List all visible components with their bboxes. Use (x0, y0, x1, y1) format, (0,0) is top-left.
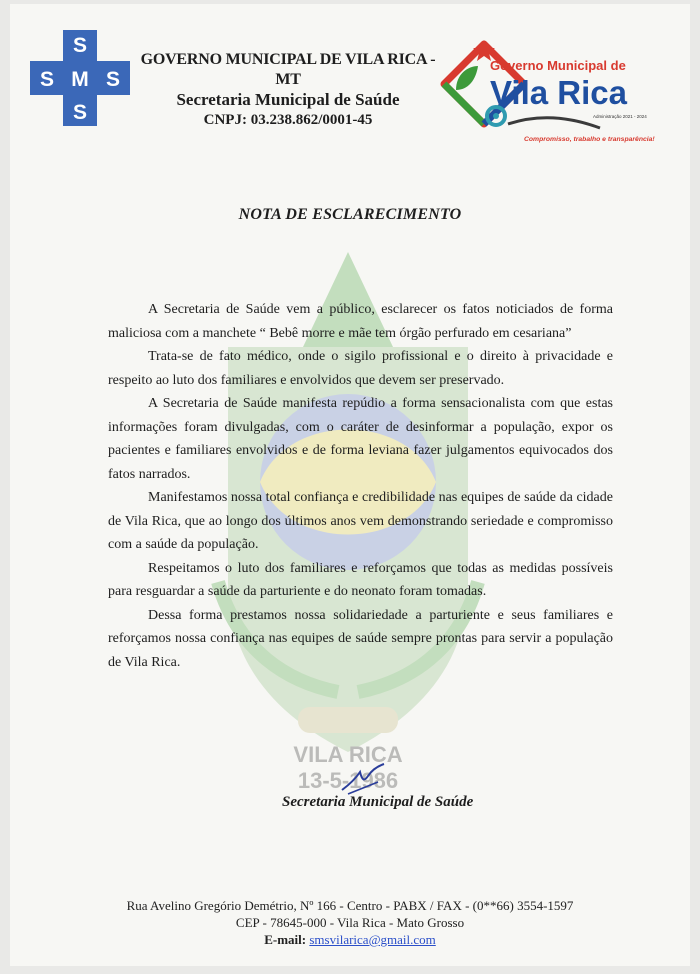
government-line: GOVERNO MUNICIPAL DE VILA RICA - MT (140, 51, 436, 88)
paragraph: Respeitamos o luto dos familiares e reforçamos que todas as medidas possíveis para resguardar a saúde da parturiente e do neonato foram tomadas. (108, 560, 613, 599)
paragraph: Trata-se de fato médico, onde o sigilo profissional e o direito à privacidade e respeito ao luto dos familiares e envolvidos que devem ser preservado. (108, 349, 613, 388)
signature-line: Secretaria Municipal de Saúde (282, 794, 474, 810)
footer-cep: CEP - 78645-000 - Vila Rica - Mato Grosso (235, 915, 465, 930)
handwritten-signature (338, 760, 386, 798)
watermark-date: 13-5-1986 (297, 768, 399, 793)
logo-top-text: Governo Municipal de (490, 58, 626, 73)
email-link[interactable]: smsvilarica@gmail.com (309, 932, 436, 947)
document-body (108, 298, 613, 674)
document-page (10, 4, 690, 966)
sms-letter: M (71, 68, 89, 91)
paragraph: A Secretaria de Saúde manifesta repúdio a forma sensacionalista com que estas informações foram divulgadas, com o caráter de desinformar a população, expor os pacientes e familiares envolvidos e de forma leviana fazer julgamentos equivocados dos fatos narrados. (108, 396, 613, 482)
letterhead (128, 50, 448, 130)
footer-address: Rua Avelino Gregório Demétrio, Nº 166 - Centro - PABX / FAX - (0**66) 3554-1597 (126, 898, 574, 913)
paragraph: Dessa forma prestamos nossa solidariedade a parturiente e seus familiares e reforçamos nossa confiança nas equipes de saúde sempre prontas para servir a população de Vila Rica. (108, 607, 613, 670)
sms-cross-logo (30, 30, 130, 126)
sms-letter: S (105, 68, 121, 91)
email-label: E-mail: (264, 932, 307, 947)
paragraph: A Secretaria de Saúde vem a público, esclarecer os fatos noticiados de forma maliciosa com a manchete “ Bebê morre e mãe tem órgão perfurado em cesariana” (108, 302, 613, 341)
sms-letter: S (72, 101, 88, 124)
footer-email (10, 931, 690, 948)
watermark-city: VILA RICA (293, 742, 403, 767)
department-line: Secretaria Municipal de Saúde (176, 90, 400, 109)
cnpj-line: CNPJ: 03.238.862/0001-45 (203, 112, 373, 128)
sms-letter: S (39, 68, 55, 91)
municipal-logo (438, 40, 662, 150)
logo-slogan: Compromisso, trabalho e transparência! (524, 136, 655, 143)
logo-city-text: Vila Rica (490, 74, 627, 111)
logo-admin-text: Administração 2021 - 2024 (593, 114, 647, 119)
document-title: NOTA DE ESCLARECIMENTO (238, 206, 462, 223)
paragraph: Manifestamos nossa total confiança e credibilidade nas equipes de saúde da cidade de Vila Rica, que ao longo dos últimos anos vem demonstrando seriedade e compromisso com a saúde da população. (108, 490, 613, 552)
footer (10, 897, 690, 948)
sms-letter: S (72, 34, 88, 57)
